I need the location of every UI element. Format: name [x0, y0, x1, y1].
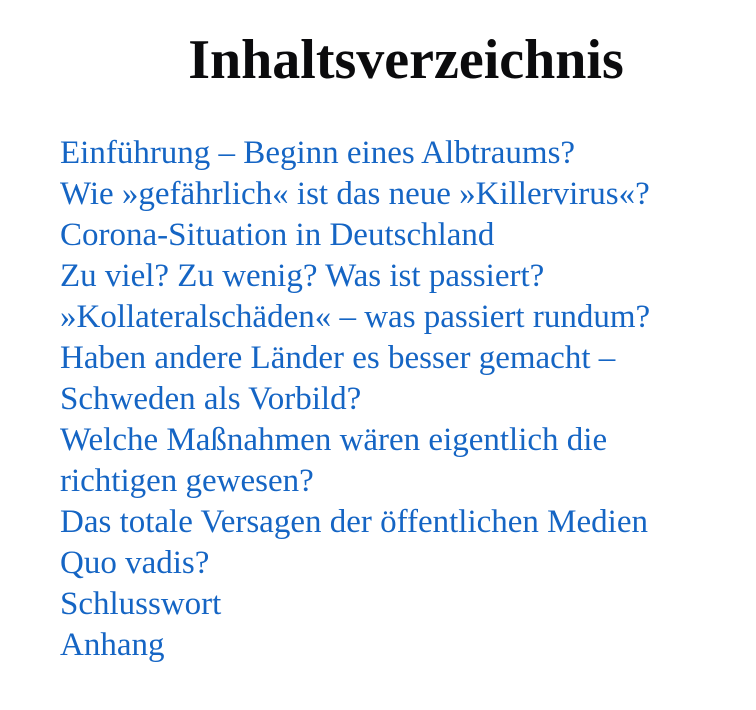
toc-list	[60, 133, 716, 666]
toc-entry-link[interactable]: Zu viel? Zu wenig? Was ist passiert?	[60, 258, 545, 295]
toc-page	[0, 27, 756, 710]
toc-entry-link[interactable]: Haben andere Länder es besser gemacht – Schweden als Vorbild?	[60, 340, 616, 418]
toc-entry-link[interactable]: Welche Maßnahmen wären eigentlich die richtigen gewesen?	[60, 422, 608, 500]
toc-entry-link[interactable]: Einführung – Beginn eines Albtraums?	[60, 135, 576, 172]
toc-entry-link[interactable]: »Kollateralschäden« – was passiert rundum?	[60, 299, 651, 336]
toc-entry-link[interactable]: Corona-Situation in Deutschland	[60, 217, 495, 254]
toc-entry-link[interactable]: Anhang	[60, 627, 165, 664]
toc-entry-link[interactable]: Wie »gefährlich« ist das neue »Killervirus«?	[60, 176, 650, 213]
toc-entry-link[interactable]: Schlusswort	[60, 586, 222, 623]
toc-entry-link[interactable]: Quo vadis?	[60, 545, 210, 582]
toc-entry-link[interactable]: Das totale Versagen der öffentlichen Medien	[60, 504, 648, 541]
page-title: Inhaltsverzeichnis	[188, 29, 624, 91]
